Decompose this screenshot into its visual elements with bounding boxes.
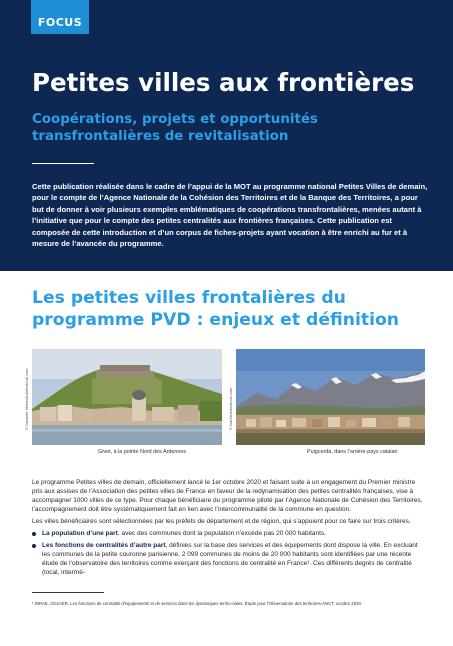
criteria-list bbox=[32, 529, 424, 576]
photo-caption-right: Puigcerdà, dans l’arrière-pays catalan bbox=[307, 449, 398, 455]
givet-illustration bbox=[32, 349, 222, 445]
bullet-lead: La population d’une part bbox=[42, 530, 118, 538]
section-title: Les petites villes frontalières du programme PVD : enjeux et définition bbox=[32, 288, 400, 330]
bullet-icon bbox=[32, 544, 36, 548]
body-paragraph: Les villes bénéficiaires sont sélectionnées par les préfets de département et de région, qui s’appuient pour ce faire sur trois critères. bbox=[32, 518, 411, 526]
header-divider bbox=[32, 163, 94, 164]
list-item bbox=[32, 529, 424, 538]
focus-badge: FOCUS bbox=[31, 0, 89, 34]
bullet-lead: Les fonctions de centralités d’autre part bbox=[42, 541, 166, 549]
page-title: Petites villes aux frontières bbox=[32, 68, 415, 97]
bullet-text: , avec des communes dont la population n’excède pas 20 000 habitants. bbox=[117, 530, 326, 538]
page-subtitle: Coopérations, projets et opportunités transfrontalières de revitalisation bbox=[32, 112, 318, 144]
photo-credit-right: © Ivan/Adobestock.com bbox=[228, 387, 233, 430]
footnote: ¹ INRAE, CESAER, Les fonctions de centralité d’équipements et de services dans les dynamiques territo-riales, Étude pour l’Observatoire des territoires-ANCT, octobre 2020. bbox=[32, 601, 363, 606]
puigcerda-illustration bbox=[236, 349, 425, 445]
photo-puigcerda bbox=[236, 349, 425, 445]
photo-caption-left: Givet, à la pointe Nord des Ardennes bbox=[98, 449, 187, 455]
bullet-text: , définies sur la base des services et des équipements dont dispose la ville. En excluant les communes de la petite couronne parisienne, 2 099 communes de moins de 20 000 habitants sont identifiées par une récente étude de l’observatoire des territoires comme exerçant des fonctions de centralité en France¹. Ces différents degrés de centralité (local, intermé- bbox=[42, 541, 418, 576]
bullet-icon bbox=[32, 532, 36, 536]
list-item bbox=[32, 541, 424, 577]
photo-credit-left: © Danielle Martin/Adobestock.com bbox=[24, 368, 29, 430]
photo-givet bbox=[32, 349, 222, 445]
intro-paragraph: Cette publication réalisée dans le cadre de l’appui de la MOT au programme national Petites Villes de demain, pour le compte de l’Agence Nationale de la Cohésion des Territoires et de la Banque des Territoires, a pour but de donner à voir plusieurs exemples emblématiques de coopérations transfrontalières, menées autant à l’initiative que pour le compte des petites centralités aux frontières françaises. Cette publication est composée de cette introduction et d’un corpus de fiches-projets ayant vocation à être enrichi au fur et à mesure de l’avancée du programme. bbox=[32, 182, 428, 249]
article-body bbox=[32, 478, 424, 579]
body-paragraph: Le programme Petites villes de demain, officiellement lancé le 1er octobre 2020 et faisant suite à un engagement du Premier ministre pris aux assises de l’Association des petites villes de France en faveur de la redynamisation des petites centralités françaises, vise à accompagner 1000 villes de ce type. Pour chaque bénéficiaire du programme piloté par l’Agence Nationale de Cohésion des Territoires, l’accompagnement doit être systématiquement fait en lien avec l’intercommunalité de la commune en question. bbox=[32, 479, 423, 514]
hero-header bbox=[0, 0, 453, 271]
footnote-divider bbox=[32, 592, 104, 593]
